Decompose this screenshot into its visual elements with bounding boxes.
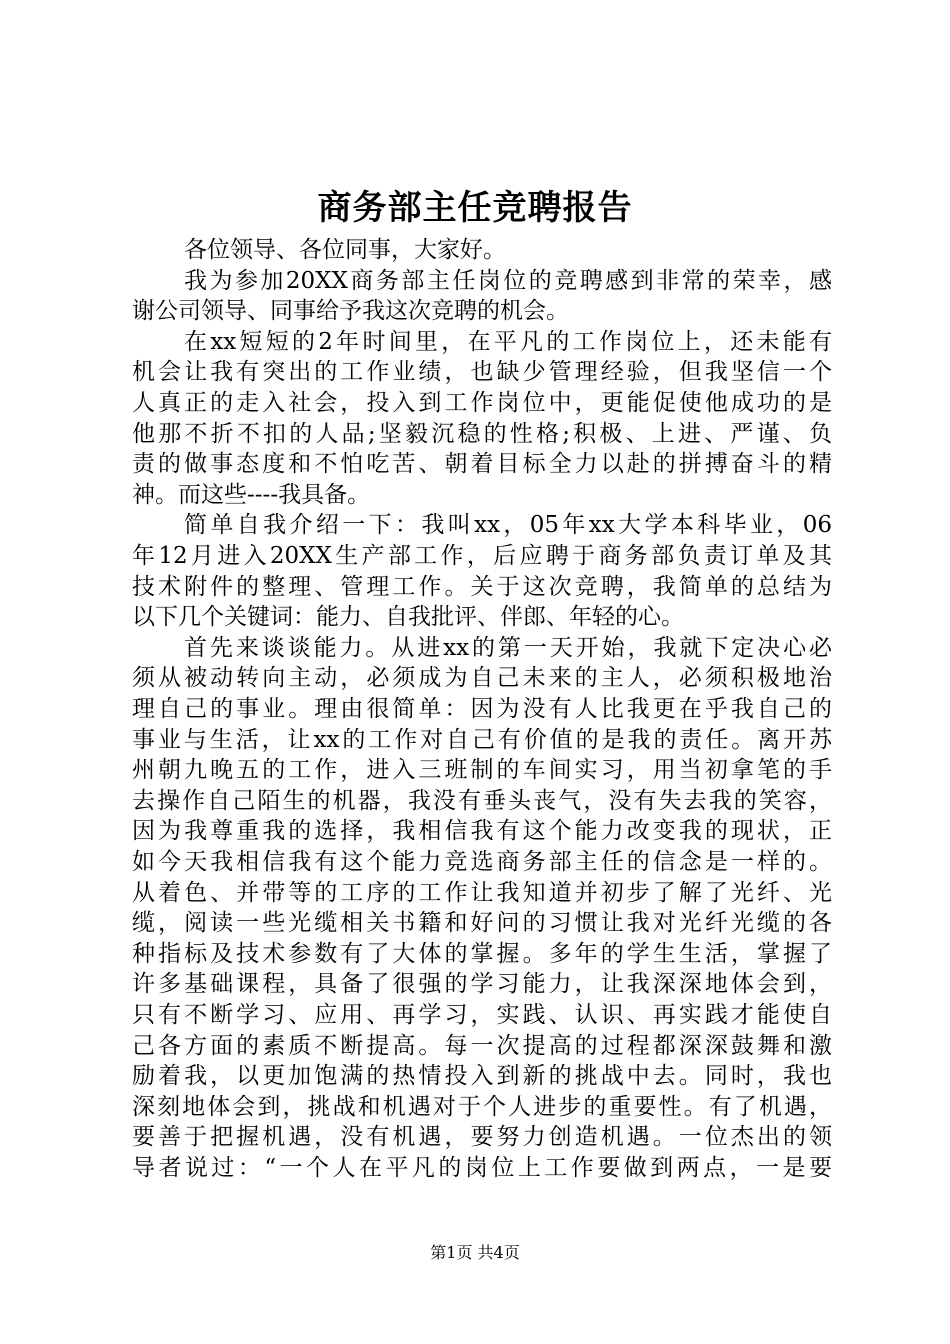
body-line: 许多基础课程，具备了很强的学习能力，让我深深地体会到， bbox=[132, 971, 832, 997]
body-line: 去操作自己陌生的机器，我没有垂头丧气，没有失去我的笑容， bbox=[132, 788, 832, 814]
body-line: 励着我，以更加饱满的热情投入到新的挑战中去。同时，我也 bbox=[132, 1063, 832, 1089]
body-line: 须从被动转向主动，必须成为自己未来的主人，必须积极地治 bbox=[132, 665, 832, 691]
page-footer: 第1页 共4页 bbox=[430, 1243, 520, 1262]
body-line: 州朝九晚五的工作，进入三班制的车间实习，用当初拿笔的手 bbox=[132, 757, 832, 783]
body-line: 机会让我有突出的工作业绩，也缺少管理经验，但我坚信一个 bbox=[132, 359, 832, 385]
body-line: 如今天我相信我有这个能力竞选商务部主任的信念是一样的。 bbox=[132, 849, 832, 875]
body-line: 深刻地体会到，挑战和机遇对于个人进步的重要性。有了机遇， bbox=[132, 1094, 832, 1120]
body-line: 理自己的事业。理由很简单：因为没有人比我更在乎我自己的 bbox=[132, 696, 832, 722]
body-line: 谢公司领导、同事给予我这次竞聘的机会。 bbox=[132, 298, 569, 324]
body-line: 缆，阅读一些光缆相关书籍和好问的习惯让我对光纤光缆的各 bbox=[132, 910, 832, 936]
body-line: 在xx短短的2年时间里，在平凡的工作岗位上，还未能有 bbox=[184, 329, 832, 355]
body-line: 责的做事态度和不怕吃苦、朝着目标全力以赴的拼搏奋斗的精 bbox=[132, 451, 832, 477]
body-line: 神。而这些----我具备。 bbox=[132, 482, 371, 508]
body-line: 种指标及技术参数有了大体的掌握。多年的学生生活，掌握了 bbox=[132, 941, 832, 967]
body-line: 导者说过：“一个人在平凡的岗位上工作要做到两点，一是要 bbox=[132, 1155, 832, 1181]
body-line: 因为我尊重我的选择，我相信我有这个能力改变我的现状，正 bbox=[132, 818, 832, 844]
body-line: 己各方面的素质不断提高。每一次提高的过程都深深鼓舞和激 bbox=[132, 1033, 832, 1059]
body-line-greeting: 各位领导、各位同事，大家好。 bbox=[184, 237, 506, 263]
body-line: 人真正的走入社会，投入到工作岗位中，更能促使他成功的是 bbox=[132, 390, 832, 416]
body-line: 要善于把握机遇，没有机遇，要努力创造机遇。一位杰出的领 bbox=[132, 1124, 832, 1150]
body-line: 技术附件的整理、管理工作。关于这次竞聘，我简单的总结为 bbox=[132, 574, 832, 600]
body-line: 以下几个关键词：能力、自我批评、伴郎、年轻的心。 bbox=[132, 604, 684, 630]
body-line: 他那不折不扣的人品;坚毅沉稳的性格;积极、上进、严谨、负 bbox=[132, 421, 832, 447]
body-line: 事业与生活，让xx的工作对自己有价值的是我的责任。离开苏 bbox=[132, 727, 832, 753]
document-title: 商务部主任竞聘报告 bbox=[317, 188, 633, 228]
body-line: 只有不断学习、应用、再学习，实践、认识、再实践才能使自 bbox=[132, 1002, 832, 1028]
body-line: 我为参加20XX商务部主任岗位的竞聘感到非常的荣幸，感 bbox=[184, 268, 832, 294]
body-line: 首先来谈谈能力。从进xx的第一天开始，我就下定决心必 bbox=[184, 635, 832, 661]
body-line: 从着色、并带等的工序的工作让我知道并初步了解了光纤、光 bbox=[132, 880, 832, 906]
body-line: 简单自我介绍一下：我叫xx，05年xx大学本科毕业，06 bbox=[184, 512, 832, 538]
body-line: 年12月进入20XX生产部工作，后应聘于商务部负责订单及其 bbox=[132, 543, 832, 569]
